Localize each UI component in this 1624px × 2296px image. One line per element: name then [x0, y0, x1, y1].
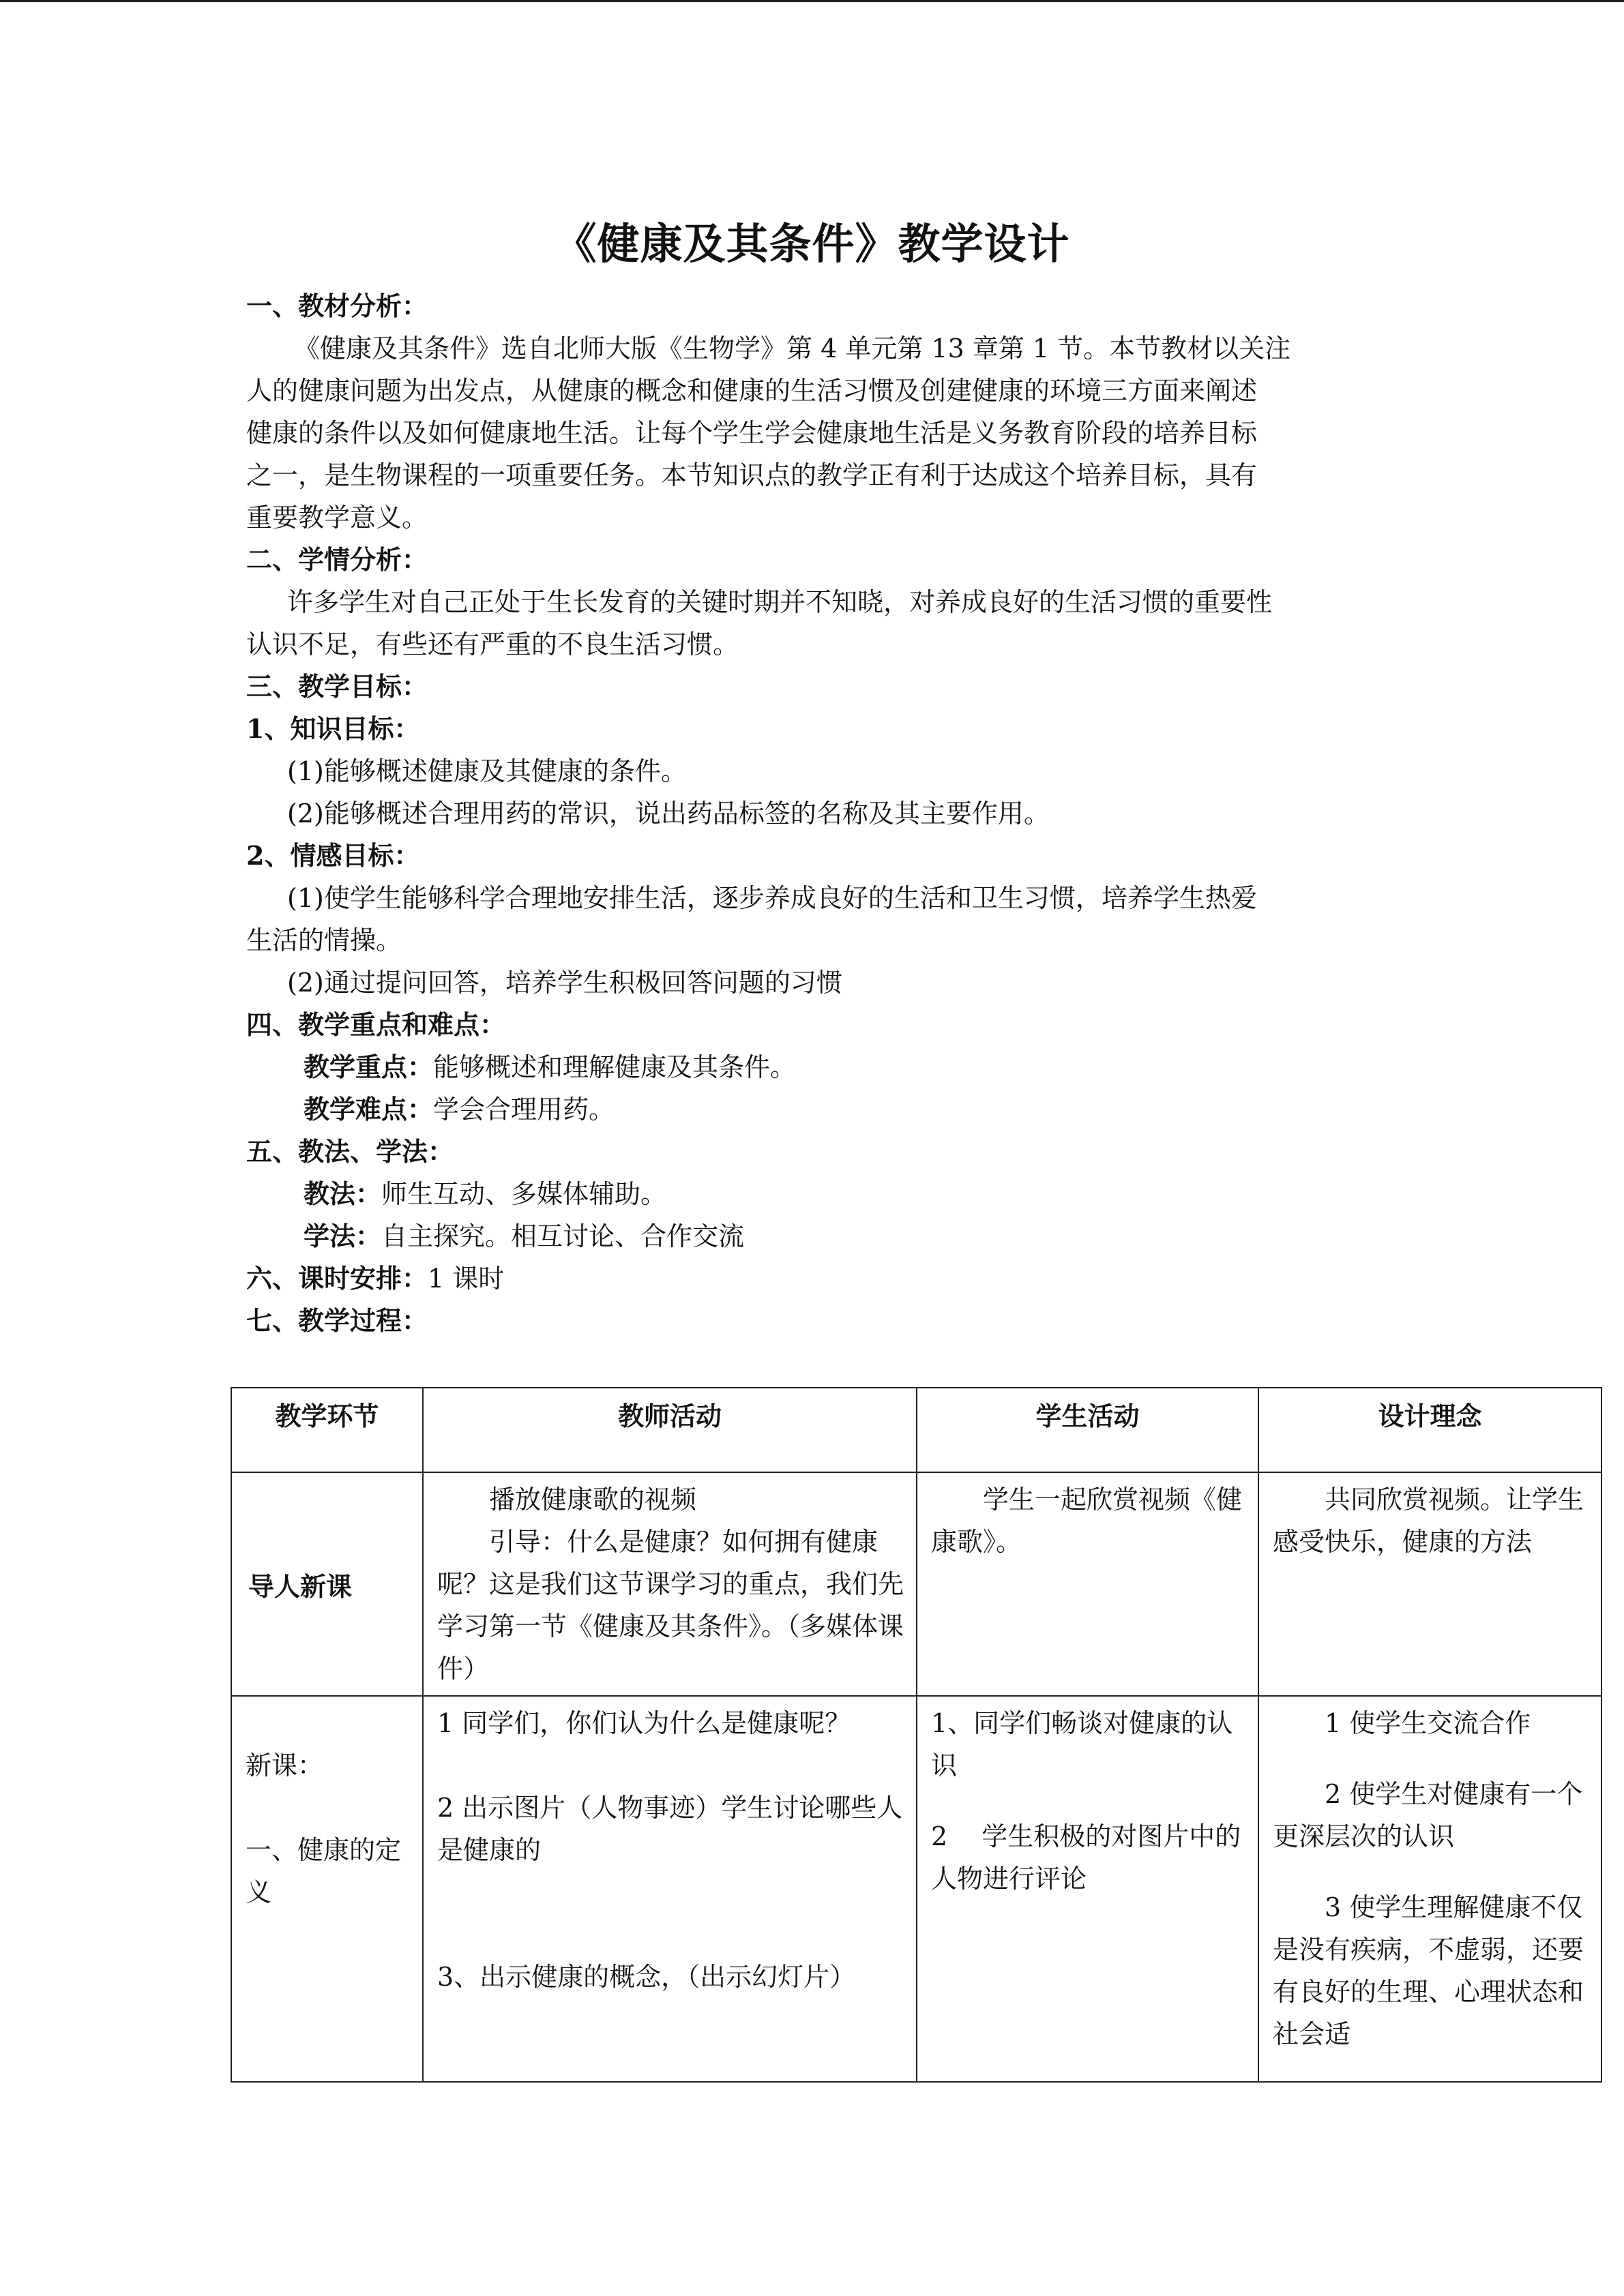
goal-item: (2)通过提问回答，培养学生积极回答问题的习惯 — [287, 968, 842, 998]
schedule-text: 1 课时 — [428, 1264, 505, 1294]
teacher-activity-text: 引导：什么是健康？如何拥有健康呢？这是我们这节课学习的重点，我们先学习第一节《健康及其条件》。（多媒体课件） — [437, 1527, 904, 1684]
key-point-text: 能够概述和理解健康及其条件。 — [433, 1052, 797, 1082]
teaching-method-line — [246, 1173, 1382, 1215]
goal-item: (2)能够概述合理用药的常识，说出药品标签的名称及其主要作用。 — [287, 799, 1050, 829]
design-idea-text: 3 使学生理解健康不仅是没有疾病，不虚弱，还要有良好的生理、心理状态和社会适 — [1273, 1892, 1584, 2049]
teacher-activity-text: 1 同学们，你们认为什么是健康呢？ — [437, 1708, 851, 1738]
learning-method-text: 自主探究。相互讨论、合作交流 — [381, 1221, 745, 1251]
header-design-idea: 设计理念 — [1258, 1388, 1601, 1472]
section-heading-methods: 五、教法、学法： — [246, 1136, 454, 1167]
section-heading-schedule: 六、课时安排： — [246, 1263, 428, 1294]
stage-cell — [231, 1696, 423, 2082]
stage-sublabel: 一、健康的定义 — [246, 1835, 402, 1907]
table-header-row — [231, 1388, 1601, 1472]
design-idea-text: 1 使学生交流合作 — [1325, 1708, 1531, 1738]
paragraph-line: 《健康及其条件》选自北师大版《生物学》第 4 单元第 13 章第 1 节。本节教材以关注 — [294, 333, 1291, 363]
key-point-line — [246, 1046, 1382, 1088]
stage-label: 导人新课 — [248, 1571, 353, 1602]
table-row — [231, 1472, 1601, 1696]
design-idea-cell — [1258, 1472, 1601, 1696]
difficulty-line — [246, 1088, 1382, 1131]
teaching-process-table — [231, 1387, 1602, 2083]
teaching-method-label: 教法： — [304, 1178, 382, 1209]
section-heading-materials: 一、教材分析： — [246, 290, 428, 321]
document-title: 《健康及其条件》教学设计 — [554, 219, 1070, 269]
student-activity-text: 学生一起欣赏视频《健康歌》。 — [931, 1485, 1243, 1557]
design-idea-text: 2 使学生对健康有一个更深层次的认识 — [1273, 1779, 1583, 1851]
section-heading-students: 二、学情分析： — [246, 544, 428, 575]
learning-method-label: 学法： — [304, 1221, 382, 1251]
paragraph-line: 人的健康问题为出发点，从健康的概念和健康的生活习惯及创建健康的环境三方面来阐述 — [246, 376, 1258, 406]
header-stage: 教学环节 — [231, 1388, 423, 1472]
goal-item: (1)能够概述健康及其健康的条件。 — [287, 756, 687, 786]
paragraph-line: 健康的条件以及如何健康地生活。让每个学生学会健康地生活是义务教育阶段的培养目标 — [246, 418, 1258, 448]
student-activity-text: 2 学生积极的对图片中的人物进行评论 — [931, 1821, 1241, 1894]
teacher-activity-cell — [423, 1696, 917, 2082]
section-heading-process: 七、教学过程： — [246, 1305, 428, 1336]
teaching-method-text: 师生互动、多媒体辅助。 — [381, 1179, 667, 1209]
teacher-activity-text: 2 出示图片（人物事迹）学生讨论哪些人是健康的 — [437, 1793, 903, 1865]
schedule-line — [246, 1257, 1382, 1300]
design-idea-cell — [1258, 1696, 1601, 2082]
subheading-emotion-goals: 2、情感目标： — [246, 840, 420, 871]
goal-item-continued: 生活的情操。 — [246, 925, 402, 955]
stage-cell — [231, 1472, 423, 1696]
subheading-knowledge-goals: 1、知识目标： — [246, 713, 420, 744]
student-activity-text: 1、同学们畅谈对健康的认识 — [931, 1708, 1233, 1780]
difficulty-text: 学会合理用药。 — [433, 1094, 615, 1124]
student-activity-cell — [917, 1472, 1258, 1696]
section-heading-key-points: 四、教学重点和难点： — [246, 1009, 506, 1040]
teacher-activity-cell — [423, 1472, 917, 1696]
paragraph-line: 重要教学意义。 — [246, 503, 428, 533]
paragraph-line: 许多学生对自己正处于生长发育的关键时期并不知晓，对养成良好的生活习惯的重要性 — [287, 587, 1273, 617]
goal-item: (1)使学生能够科学合理地安排生活，逐步养成良好的生活和卫生习惯，培养学生热爱 — [287, 883, 1257, 913]
difficulty-label: 教学难点： — [304, 1094, 434, 1124]
paragraph-line: 认识不足，有些还有严重的不良生活习惯。 — [246, 629, 739, 659]
design-idea-text: 共同欣赏视频。让学生感受快乐，健康的方法 — [1273, 1485, 1584, 1557]
header-student-activity: 学生活动 — [917, 1388, 1258, 1472]
header-teacher-activity: 教师活动 — [423, 1388, 917, 1472]
stage-label: 新课： — [246, 1750, 324, 1780]
teacher-activity-text: 3、出示健康的概念，（出示幻灯片） — [437, 1962, 856, 1992]
document-body — [246, 285, 1382, 1342]
key-point-label: 教学重点： — [304, 1052, 434, 1082]
table-row — [231, 1696, 1601, 2082]
student-activity-cell — [917, 1696, 1258, 2082]
teacher-activity-text: 播放健康歌的视频 — [489, 1485, 697, 1515]
learning-method-line — [246, 1215, 1382, 1257]
paragraph-line: 之一，是生物课程的一项重要任务。本节知识点的教学正有利于达成这个培养目标，具有 — [246, 460, 1258, 490]
section-heading-goals: 三、教学目标： — [246, 671, 428, 702]
